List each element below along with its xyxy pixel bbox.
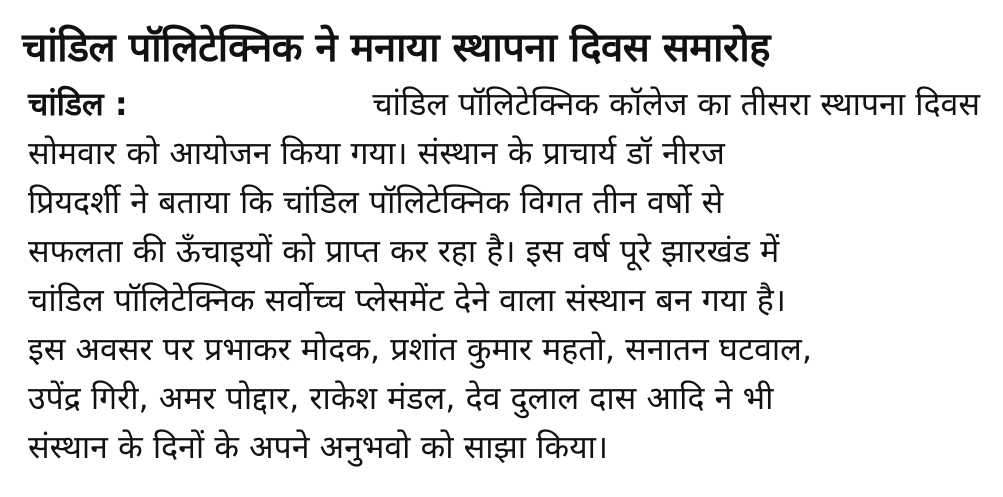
article-line-4: सफलता की ऊँचाइयों को प्राप्त कर रहा है। इस वर्ष पूरे झारखंड में bbox=[28, 232, 780, 270]
article-line-1 bbox=[28, 80, 980, 129]
article-line-2: सोमवार को आयोजन किया गया। संस्थान के प्राचार्य डॉ नीरज bbox=[28, 134, 725, 172]
article-line-8: संस्थान के दिनों के अपने अनुभवो को साझा किया। bbox=[28, 428, 609, 466]
article-body bbox=[28, 80, 980, 472]
article-line-text: चांडिल पॉलिटेक्निक कॉलेज का तीसरा स्थापना दिवस bbox=[372, 85, 980, 123]
article-line-6: इस अवसर पर प्रभाकर मोदक, प्रशांत कुमार महतो, सनातन घटवाल, bbox=[28, 330, 813, 368]
article-dateline: चांडिल : bbox=[28, 85, 128, 123]
article-line-5: चांडिल पॉलिटेक्निक सर्वोच्च प्लेसमेंट देने वाला संस्थान बन गया है। bbox=[28, 281, 786, 319]
article-headline: चांडिल पॉलिटेक्निक ने मनाया स्थापना दिवस समारोह bbox=[22, 25, 770, 71]
article-line-7: उपेंद्र गिरी, अमर पोद्दार, राकेश मंडल, देव दुलाल दास आदि ने भी bbox=[28, 379, 774, 417]
article-line-3: प्रियदर्शी ने बताया कि चांडिल पॉलिटेक्निक विगत तीन वर्षो से bbox=[28, 183, 724, 221]
